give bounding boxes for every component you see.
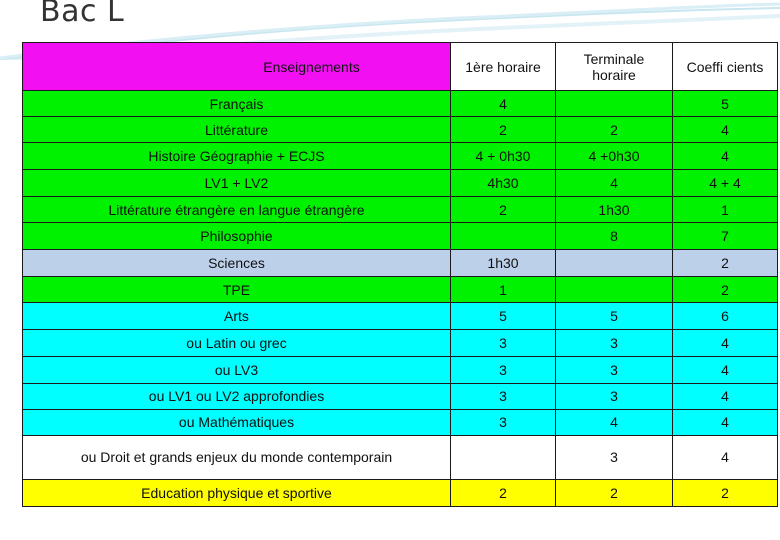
row-first-year-hours: 4 <box>451 91 556 117</box>
table-row <box>23 303 778 329</box>
row-first-year-hours: 2 <box>451 479 556 506</box>
row-subject: Sciences <box>23 250 451 277</box>
row-coefficient: 4 <box>673 435 778 479</box>
row-subject: Philosophie <box>23 223 451 250</box>
row-first-year-hours: 3 <box>451 329 556 356</box>
row-subject: Arts <box>23 303 451 329</box>
row-subject: Histoire Géographie + ECJS <box>23 143 451 170</box>
row-final-year-hours: 5 <box>556 303 673 329</box>
row-coefficient: 6 <box>673 303 778 329</box>
row-first-year-hours: 4h30 <box>451 170 556 197</box>
row-coefficient: 2 <box>673 250 778 277</box>
table-row <box>23 170 778 197</box>
row-final-year-hours: 3 <box>556 435 673 479</box>
row-first-year-hours: 5 <box>451 303 556 329</box>
table-row <box>23 277 778 303</box>
page-title: Bac L <box>40 0 125 29</box>
row-subject: LV1 + LV2 <box>23 170 451 197</box>
table-row <box>23 329 778 356</box>
row-first-year-hours: 4 + 0h30 <box>451 143 556 170</box>
header-first-year-hours: 1ère horaire <box>451 43 556 91</box>
header-subject: Enseignements <box>23 43 451 91</box>
row-coefficient: 4 <box>673 409 778 435</box>
table-row <box>23 435 778 479</box>
row-final-year-hours: 4 <box>556 170 673 197</box>
header-final-year-hours: Terminale horaire <box>556 43 673 91</box>
table-row <box>23 197 778 223</box>
row-coefficient: 1 <box>673 197 778 223</box>
row-coefficient: 4 <box>673 383 778 409</box>
header-coefficients: Coeffi cients <box>673 43 778 91</box>
row-coefficient: 7 <box>673 223 778 250</box>
row-final-year-hours: 4 <box>556 409 673 435</box>
table-row <box>23 117 778 143</box>
table-row <box>23 143 778 170</box>
row-subject: ou LV3 <box>23 356 451 383</box>
table-row <box>23 250 778 277</box>
row-final-year-hours: 3 <box>556 383 673 409</box>
row-final-year-hours: 3 <box>556 356 673 383</box>
row-final-year-hours <box>556 250 673 277</box>
row-coefficient: 4 <box>673 117 778 143</box>
row-coefficient: 5 <box>673 91 778 117</box>
row-first-year-hours: 2 <box>451 197 556 223</box>
row-coefficient: 4 <box>673 356 778 383</box>
row-subject: ou LV1 ou LV2 approfondies <box>23 383 451 409</box>
row-first-year-hours: 1h30 <box>451 250 556 277</box>
table-row <box>23 223 778 250</box>
row-subject: Littérature <box>23 117 451 143</box>
row-coefficient: 2 <box>673 479 778 506</box>
table-row <box>23 383 778 409</box>
row-final-year-hours: 8 <box>556 223 673 250</box>
row-subject: ou Mathématiques <box>23 409 451 435</box>
row-subject: Français <box>23 91 451 117</box>
row-coefficient: 4 + 4 <box>673 170 778 197</box>
row-final-year-hours: 2 <box>556 117 673 143</box>
row-first-year-hours: 3 <box>451 409 556 435</box>
row-subject: Education physique et sportive <box>23 479 451 506</box>
row-final-year-hours: 3 <box>556 329 673 356</box>
row-first-year-hours: 3 <box>451 383 556 409</box>
row-final-year-hours: 2 <box>556 479 673 506</box>
row-final-year-hours: 4 +0h30 <box>556 143 673 170</box>
table-row <box>23 91 778 117</box>
table-row <box>23 479 778 506</box>
row-final-year-hours <box>556 277 673 303</box>
row-first-year-hours <box>451 435 556 479</box>
row-subject: ou Droit et grands enjeux du monde contemporain <box>23 435 451 479</box>
row-first-year-hours: 1 <box>451 277 556 303</box>
table-row <box>23 356 778 383</box>
row-first-year-hours: 2 <box>451 117 556 143</box>
row-coefficient: 2 <box>673 277 778 303</box>
row-first-year-hours: 3 <box>451 356 556 383</box>
table-header-row <box>23 43 778 91</box>
row-subject: Littérature étrangère en langue étrangère <box>23 197 451 223</box>
row-subject: ou Latin ou grec <box>23 329 451 356</box>
bac-l-table <box>22 42 778 507</box>
row-final-year-hours: 1h30 <box>556 197 673 223</box>
row-first-year-hours <box>451 223 556 250</box>
row-coefficient: 4 <box>673 143 778 170</box>
table-row <box>23 409 778 435</box>
row-coefficient: 4 <box>673 329 778 356</box>
row-final-year-hours <box>556 91 673 117</box>
row-subject: TPE <box>23 277 451 303</box>
